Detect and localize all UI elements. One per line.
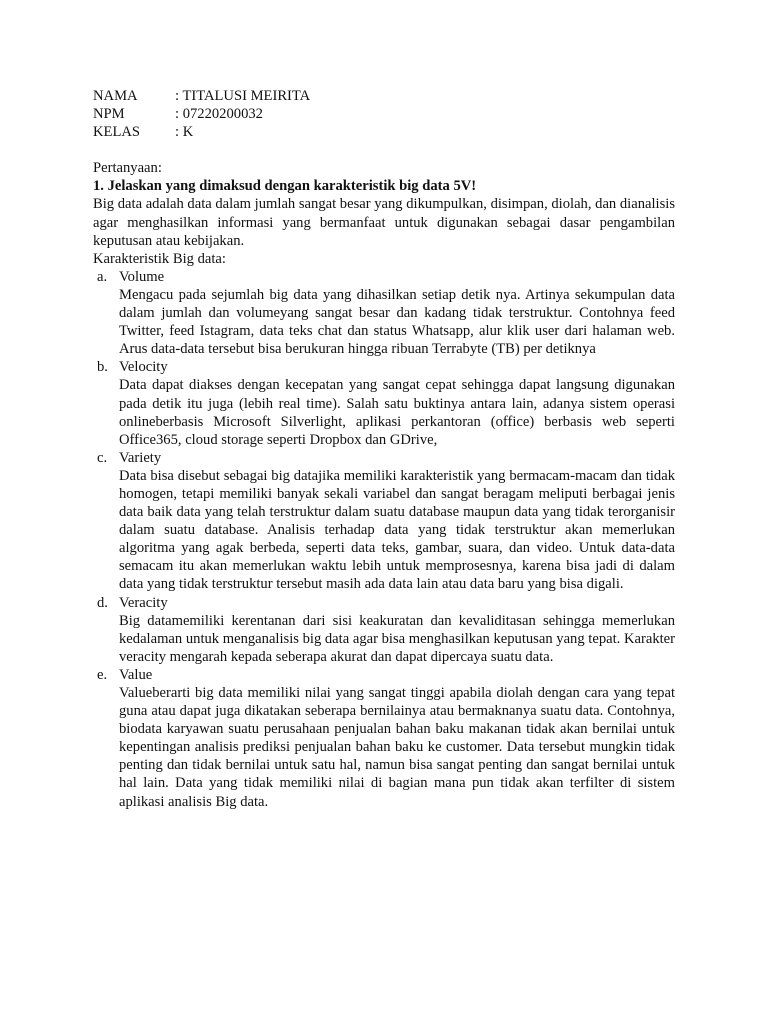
identity-value: : K [175, 124, 194, 141]
characteristics-heading: Karakteristik Big data: [93, 250, 226, 267]
characteristic-value [93, 666, 675, 811]
identity-value: : 07220200032 [175, 106, 263, 123]
question-text: 1. Jelaskan yang dimaksud dengan karakteristik big data 5V! [93, 178, 477, 195]
characteristic-header [93, 358, 675, 376]
identity-row-kelas [93, 123, 675, 141]
list-marker: c. [97, 449, 108, 466]
characteristic-header [93, 268, 675, 286]
characteristic-name: Value [119, 666, 153, 683]
characteristic-velocity [93, 358, 675, 448]
characteristic-description: Big datamemiliki kerentanan dari sisi keakuratan dan kevaliditasan sehingga memerlukan kedalaman untuk menganalisis big data agar bisa menghasilkan keputusan yang tepat. Karakter veracity mengarah kepada seberapa akurat dan dapat dipercaya suatu data. [119, 612, 676, 665]
identity-value: : TITALUSI MEIRITA [175, 88, 311, 104]
characteristics-list [93, 268, 675, 811]
characteristic-name: Volume [119, 268, 165, 285]
identity-label: NPM [93, 106, 125, 123]
list-marker: b. [97, 359, 108, 376]
list-marker: d. [97, 594, 108, 611]
identity-row-nama [93, 87, 675, 105]
blank-line [93, 141, 675, 159]
characteristic-header [93, 594, 675, 612]
question-heading: Pertanyaan: [93, 160, 162, 177]
characteristic-variety [93, 449, 675, 594]
characteristic-description: Data bisa disebut sebagai big datajika memiliki karakteristik yang bermacam-macam dan tidak homogen, tetapi memiliki banyak sekali variabel dan sangat beragam meliputi berbagai jenis data baik data yang telah terstruktur dalam suatu database maupun data yang tidak terorganisir dalam suatu database. Analisis terhadap data yang tidak terstruktur akan memerlukan algoritma yang agak berbeda, seperti data teks, gambar, suara, dan video. Untuk data-data semacam itu akan memerlukan waktu lebih untuk memprosesnya, karena bisa jadi di dalam data yang tidak terstruktur tersebut masih ada data lain atau data baru yang bisa digali. [119, 467, 675, 593]
characteristic-volume [93, 268, 675, 358]
characteristic-name: Velocity [119, 359, 168, 376]
intro-paragraph: Big data adalah data dalam jumlah sangat besar yang dikumpulkan, disimpan, diolah, dan dianalisis agar menghasilkan informasi yang bermanfaat untuk digunakan sebagai dasar pengambilan keputusan atau kebijakan. [93, 196, 675, 249]
characteristic-description: Mengacu pada sejumlah big data yang dihasilkan setiap detik nya. Artinya sekumpulan data dalam jumlah dan volumeyang sangat besar dan kadang tidak terstruktur. Contohnya feed Twitter, feed Istagram, data teks chat dan status Whatsapp, alur klik user dari halaman web. Arus data-data tersebut bisa berukuran hingga ribuan Terrabyte (TB) per detiknya [119, 286, 675, 358]
identity-block [93, 87, 675, 141]
characteristic-veracity [93, 594, 675, 666]
identity-row-npm [93, 105, 675, 123]
characteristic-description: Valueberarti big data memiliki nilai yang sangat tinggi apabila diolah dengan cara yang tepat guna atau dapat juga dikatakan seberapa bernilainya atau bermaknanya suatu data. Contohnya, biodata karyawan suatu perusahaan penjualan bahan baku makanan tidak akan bernilai untuk kepentingan analisis prediksi penjualan bahan baku ke customer. Data tersebut mungkin tidak penting dan tidak bernilai untuk satu hal, namun bisa sangat penting dan sangat bernilai untuk hal lain. Data yang tidak memiliki nilai di bagian mana pun tidak akan terfilter di sistem aplikasi analisis Big data. [119, 685, 675, 810]
characteristic-name: Variety [119, 449, 162, 466]
characteristic-header [93, 449, 675, 467]
identity-label: KELAS [93, 124, 141, 141]
characteristic-name: Veracity [119, 594, 168, 611]
characteristic-description: Data dapat diakses dengan kecepatan yang sangat cepat sehingga dapat langsung digunakan pada detik itu juga (lebih real time). Salah satu buktinya antara lain, adanya sistem operasi onlineberbasis Microsoft Silverlight, aplikasi perkantoran (office) berbasis web seperti Office365, cloud storage seperti Dropbox dan GDrive, [119, 377, 675, 448]
document-page [93, 87, 675, 811]
list-marker: e. [97, 666, 108, 683]
list-marker: a. [97, 268, 108, 285]
characteristic-header [93, 666, 675, 684]
identity-label: NAMA [93, 88, 138, 104]
